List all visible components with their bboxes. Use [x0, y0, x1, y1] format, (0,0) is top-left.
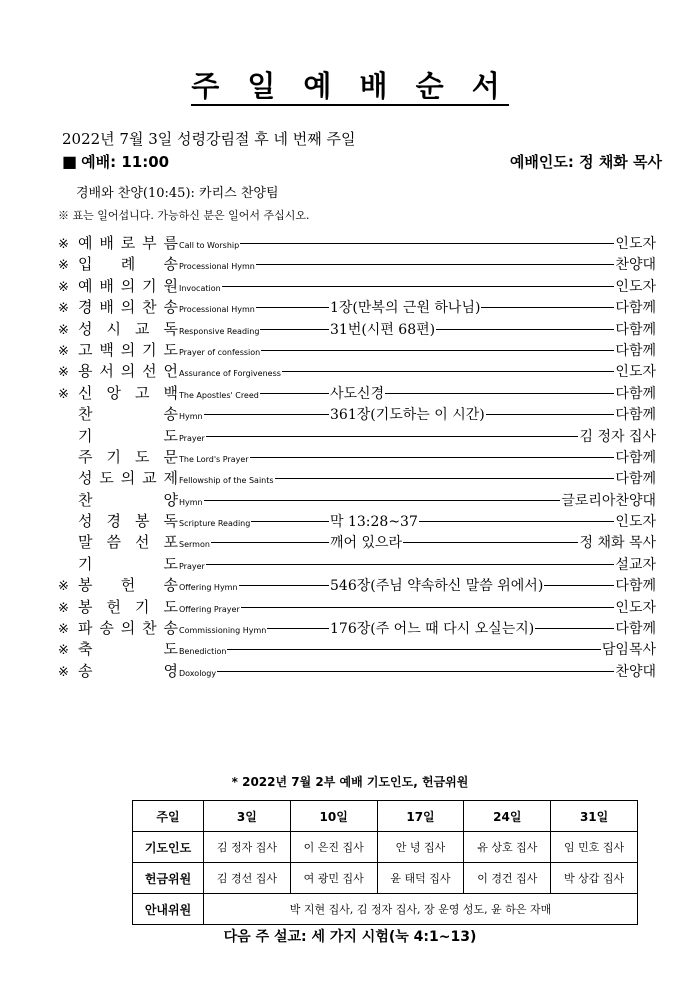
- item-content: 546장(주님 약속하신 말씀 위에서): [330, 578, 544, 595]
- leader-line: [256, 307, 329, 308]
- name-char: 원: [163, 276, 178, 295]
- schedule-header-row: [133, 801, 638, 832]
- name-char: 고: [135, 383, 150, 402]
- name-char: 봉: [135, 512, 150, 531]
- table-cell: 윤 태덕 집사: [377, 863, 464, 894]
- item-korean-name: [78, 638, 178, 659]
- item-english-name: Call to Worship: [179, 241, 240, 250]
- item-korean-name: [78, 553, 178, 574]
- item-person: 인도자: [615, 364, 656, 381]
- stand-mark: ※: [58, 579, 69, 595]
- name-char: 예: [78, 276, 93, 295]
- prayer-leader-row: [133, 832, 638, 863]
- item-korean-name: [78, 467, 178, 488]
- item-person: 다함께: [615, 407, 656, 424]
- order-item: [58, 510, 656, 531]
- leader-line: [250, 457, 615, 458]
- item-english-name: Fellowship of the Saints: [179, 476, 274, 486]
- item-content: 깨어 있으라: [330, 535, 403, 552]
- name-char: 기: [78, 426, 93, 445]
- order-item: [58, 638, 656, 659]
- name-char: 배: [99, 234, 114, 252]
- leader-line: [239, 585, 329, 586]
- item-english-name: Processional Hymn: [179, 262, 255, 272]
- leader-line: [256, 264, 615, 265]
- name-char: 말: [78, 533, 93, 552]
- name-char: 도: [163, 426, 178, 445]
- item-english-name: The Lord's Prayer: [179, 454, 249, 464]
- item-person: 다함께: [615, 385, 656, 402]
- name-char: 도: [99, 469, 114, 488]
- name-char: 입: [78, 255, 93, 274]
- header-cell: 24일: [464, 801, 551, 832]
- name-char: 헌: [120, 576, 136, 595]
- order-item: [58, 275, 656, 296]
- item-english-name: Hymn: [179, 412, 203, 422]
- name-char: 양: [163, 490, 178, 509]
- item-person: 다함께: [615, 321, 656, 338]
- name-char: 기: [106, 447, 121, 466]
- stand-mark: ※: [58, 600, 69, 616]
- stand-mark: ※: [58, 237, 69, 252]
- name-char: 용: [78, 362, 93, 381]
- item-korean-name: [78, 339, 178, 360]
- table-cell: 김 정자 집사: [204, 832, 291, 863]
- stand-mark: ※: [58, 301, 69, 317]
- usher-names: 박 지현 집사, 김 정자 집사, 장 운영 성도, 윤 하은 자매: [204, 894, 638, 925]
- item-person: 인도자: [615, 278, 656, 295]
- stand-mark: ※: [58, 258, 69, 274]
- order-item: [58, 574, 656, 595]
- name-char: 제: [163, 469, 178, 488]
- name-char: 의: [120, 619, 136, 638]
- name-char: 의: [120, 469, 136, 488]
- name-char: 기: [142, 276, 157, 295]
- name-char: 백: [99, 340, 114, 359]
- order-item: [58, 253, 656, 274]
- item-korean-name: [78, 510, 178, 531]
- praise-time: 경배와 찬양(10:45): 카리스 찬양팀: [76, 186, 279, 201]
- order-item: [58, 553, 656, 574]
- item-english-name: Prayer: [179, 433, 205, 443]
- leader-line: [436, 329, 614, 330]
- item-english-name: Hymn: [179, 497, 203, 507]
- item-english-name: Processional Hymn: [179, 305, 255, 315]
- order-item: [58, 232, 656, 253]
- name-char: 송: [163, 619, 178, 638]
- name-char: 성: [78, 469, 93, 488]
- item-person: 인도자: [615, 599, 656, 616]
- name-char: 씀: [106, 533, 121, 552]
- name-char: 파: [78, 619, 93, 638]
- leader-line: [260, 329, 329, 330]
- item-korean-name: [78, 660, 178, 681]
- leader-line: [251, 521, 329, 522]
- leader-line: [544, 585, 614, 586]
- name-char: 경: [106, 512, 121, 531]
- item-korean-name: [78, 489, 178, 510]
- leader-line: [275, 478, 615, 479]
- name-char: 포: [163, 533, 178, 552]
- item-korean-name: [78, 232, 178, 253]
- item-korean-name: [78, 403, 178, 424]
- stand-mark: ※: [58, 322, 69, 338]
- item-content: 사도신경: [330, 385, 385, 402]
- table-cell: 박 상갑 집사: [551, 863, 638, 894]
- leader-line: [261, 350, 614, 351]
- row-label: 헌금위원: [133, 863, 204, 894]
- item-english-name: Sermon: [179, 540, 210, 550]
- item-person: 김 정자 집사: [579, 428, 656, 445]
- leader-line: [204, 414, 329, 415]
- stand-mark: ※: [58, 664, 69, 680]
- name-char: 언: [163, 362, 178, 381]
- name-char: 찬: [142, 298, 157, 317]
- header-cell: 3일: [204, 801, 291, 832]
- next-sermon: 다음 주 설교: 세 가지 시험(눅 4:1~13): [223, 929, 477, 945]
- name-char: 기: [135, 597, 150, 616]
- leader-line: [204, 500, 561, 501]
- service-time-label: 예배: 11:00: [81, 153, 170, 171]
- name-char: 도: [163, 340, 178, 359]
- item-korean-name: [78, 296, 178, 317]
- name-char: 서: [99, 362, 114, 381]
- stand-mark: ※: [58, 343, 69, 359]
- item-person: 다함께: [615, 449, 656, 466]
- name-char: 도: [163, 554, 178, 573]
- item-korean-name: [78, 617, 178, 638]
- item-content: 31번(시편 68편): [330, 321, 436, 338]
- item-person: 인도자: [615, 236, 656, 252]
- item-content: 막 13:28~37: [330, 514, 418, 531]
- item-person: 글로리아찬양대: [561, 492, 656, 509]
- worship-order-list: [58, 232, 656, 681]
- name-char: 성: [78, 512, 93, 531]
- item-korean-name: [78, 425, 178, 446]
- item-english-name: Responsive Reading: [179, 326, 260, 336]
- name-char: 송: [163, 405, 178, 424]
- name-char: 례: [120, 255, 136, 274]
- item-person: 다함께: [615, 621, 656, 638]
- name-char: 찬: [78, 490, 93, 509]
- leader-line: [385, 393, 614, 394]
- order-item: [58, 425, 656, 446]
- item-korean-name: [78, 253, 178, 274]
- item-person: 다함께: [615, 578, 656, 595]
- header-cell: 17일: [377, 801, 464, 832]
- leader-line: [227, 649, 600, 650]
- order-item: [58, 339, 656, 360]
- item-person: 담임목사: [601, 642, 656, 659]
- order-item: [58, 318, 656, 339]
- name-char: 영: [163, 661, 178, 680]
- leader-line: [267, 628, 329, 629]
- name-char: 도: [135, 447, 150, 466]
- name-char: 의: [120, 276, 136, 295]
- leader-line: [211, 542, 329, 543]
- item-korean-name: [78, 531, 178, 552]
- name-char: 기: [142, 340, 157, 359]
- order-item: [58, 360, 656, 381]
- item-korean-name: [78, 275, 178, 296]
- item-english-name: Benediction: [179, 647, 227, 657]
- item-english-name: Prayer of confession: [179, 347, 261, 357]
- item-english-name: Offering Prayer: [179, 604, 240, 614]
- name-char: 송: [163, 255, 178, 274]
- square-bullet-icon: ■: [62, 152, 78, 171]
- leader-line: [240, 243, 614, 244]
- order-item: [58, 596, 656, 617]
- page-title: 주 일 예 배 순 서: [0, 64, 700, 105]
- item-person: 인도자: [615, 514, 656, 531]
- name-char: 부: [142, 234, 157, 252]
- schedule-table: [132, 800, 638, 925]
- leader-line: [241, 607, 615, 608]
- item-korean-name: [78, 360, 178, 381]
- name-char: 송: [78, 661, 93, 680]
- offering-committee-row: [133, 863, 638, 894]
- order-item: [58, 489, 656, 510]
- name-char: 고: [78, 340, 93, 359]
- standing-notice: ※ 표는 일어섭니다. 가능하신 분은 일어서 주십시오.: [58, 209, 310, 222]
- name-char: 독: [163, 512, 178, 531]
- header-cell: 10일: [290, 801, 377, 832]
- order-item: [58, 660, 656, 681]
- item-english-name: The Apostles' Creed: [179, 390, 259, 400]
- name-char: 시: [106, 319, 121, 338]
- leader-line: [222, 286, 615, 287]
- order-item: [58, 382, 656, 403]
- worship-leader: 예배인도: 정 채화 목사: [509, 153, 662, 171]
- name-char: 신: [78, 383, 93, 402]
- name-char: 헌: [106, 597, 121, 616]
- table-cell: 이 경건 집사: [464, 863, 551, 894]
- name-char: 찬: [142, 619, 157, 638]
- header-cell: 주일: [133, 801, 204, 832]
- leader-line: [206, 564, 615, 565]
- table-cell: 안 녕 집사: [377, 832, 464, 863]
- stand-mark: ※: [58, 279, 69, 295]
- order-item: [58, 467, 656, 488]
- date-line: 2022년 7월 3일 성령강림절 후 네 번째 주일: [62, 130, 356, 148]
- item-korean-name: [78, 318, 178, 339]
- name-char: 선: [135, 533, 150, 552]
- item-content: 1장(만복의 근원 하나님): [330, 300, 481, 317]
- stand-mark: ※: [58, 386, 69, 402]
- name-char: 주: [78, 447, 93, 466]
- table-cell: 여 광민 집사: [290, 863, 377, 894]
- item-korean-name: [78, 596, 178, 617]
- name-char: 기: [78, 554, 93, 573]
- item-korean-name: [78, 446, 178, 467]
- name-char: 도: [163, 597, 178, 616]
- name-char: 의: [120, 340, 136, 359]
- item-person: 찬양대: [615, 257, 656, 274]
- item-person: 정 채화 목사: [579, 535, 656, 552]
- item-person: 다함께: [615, 300, 656, 317]
- order-item: [58, 531, 656, 552]
- item-content: 176장(주 어느 때 다시 오실는지): [330, 621, 535, 638]
- name-char: 교: [142, 469, 157, 488]
- name-char: 문: [163, 447, 178, 466]
- table-cell: 김 경선 집사: [204, 863, 291, 894]
- name-char: 독: [163, 319, 178, 338]
- name-char: 송: [163, 576, 178, 595]
- order-item: [58, 617, 656, 638]
- header-cell: 31일: [551, 801, 638, 832]
- table-cell: 임 민호 집사: [551, 832, 638, 863]
- item-content: 361장(기도하는 이 시간): [330, 407, 485, 424]
- leader-line: [206, 436, 579, 437]
- name-char: 도: [163, 640, 178, 659]
- order-item: [58, 446, 656, 467]
- name-char: 의: [120, 362, 136, 381]
- item-person: 다함께: [615, 342, 656, 359]
- name-char: 앙: [106, 383, 121, 402]
- name-char: 의: [120, 298, 136, 317]
- name-char: 찬: [78, 405, 93, 424]
- leader-line: [403, 542, 578, 543]
- name-char: 봉: [78, 597, 93, 616]
- name-char: 송: [163, 298, 178, 317]
- name-char: 경: [78, 298, 93, 317]
- leader-line: [260, 393, 329, 394]
- name-char: 봉: [78, 576, 93, 595]
- name-char: 배: [99, 276, 114, 295]
- order-item: [58, 403, 656, 424]
- leader-line: [535, 628, 614, 629]
- leader-line: [419, 521, 615, 522]
- item-person: 찬양대: [615, 663, 656, 680]
- service-time: [62, 151, 169, 172]
- item-english-name: Offering Hymn: [179, 583, 238, 593]
- item-person: 다함께: [615, 471, 656, 488]
- leader-line: [481, 307, 614, 308]
- row-label: 안내위원: [133, 894, 204, 925]
- table-cell: 유 상호 집사: [464, 832, 551, 863]
- item-english-name: Commissioning Hymn: [179, 626, 267, 636]
- name-char: 축: [78, 640, 93, 659]
- name-char: 송: [99, 619, 114, 638]
- stand-mark: ※: [58, 643, 69, 659]
- name-char: 름: [163, 234, 178, 252]
- name-char: 성: [78, 319, 93, 338]
- stand-mark: ※: [58, 365, 69, 381]
- item-korean-name: [78, 382, 178, 403]
- item-english-name: Invocation: [179, 283, 221, 293]
- order-item: [58, 296, 656, 317]
- leader-line: [217, 671, 614, 672]
- item-english-name: Assurance of Forgiveness: [179, 369, 281, 379]
- item-english-name: Prayer: [179, 561, 205, 571]
- name-char: 로: [120, 234, 136, 252]
- name-char: 선: [142, 362, 157, 381]
- item-person: 설교자: [615, 556, 656, 573]
- usher-row: [133, 894, 638, 925]
- leader-line: [486, 414, 615, 415]
- stand-mark: ※: [58, 622, 69, 638]
- leader-line: [282, 371, 615, 372]
- item-korean-name: [78, 574, 178, 595]
- row-label: 기도인도: [133, 832, 204, 863]
- name-char: 배: [99, 298, 114, 317]
- item-english-name: Scripture Reading: [179, 519, 251, 529]
- schedule-caption: * 2022년 7월 2부 예배 기도인도, 헌금위원: [231, 775, 469, 789]
- item-english-name: Doxology: [179, 668, 217, 678]
- name-char: 교: [135, 319, 150, 338]
- name-char: 예: [78, 234, 93, 252]
- name-char: 백: [163, 383, 178, 402]
- table-cell: 이 은진 집사: [290, 832, 377, 863]
